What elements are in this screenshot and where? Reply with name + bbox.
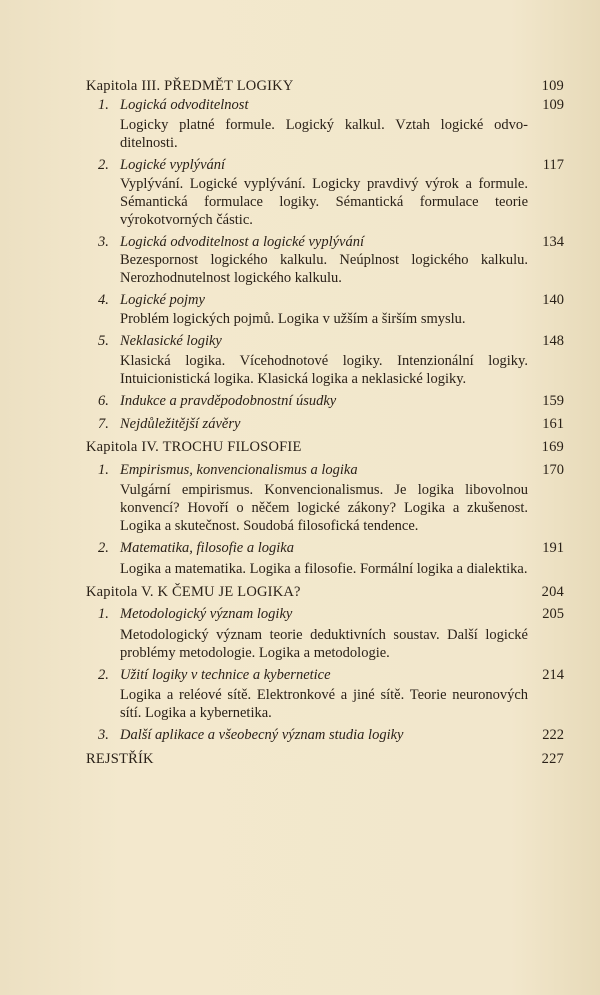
chapter-title: Kapitola IV. TROCHU FILOSOFIE <box>86 439 302 455</box>
section-title: Neklasické logiky <box>120 332 222 349</box>
section-number: 6. <box>98 393 109 409</box>
section-title: Logické pojmy <box>120 292 205 308</box>
section-4-2 <box>86 539 564 558</box>
page-number: 170 <box>542 461 564 478</box>
section-description: Vyplývání. Logické vyplývání. Logicky pravdivý výrok a formule. Sémantická formulace logiky. Sémantická formulace teorie výrokotvorných částic. <box>120 175 528 228</box>
page-number: 169 <box>541 439 564 455</box>
section-title: Indukce a pravděpodobnostní úsudky <box>120 393 337 409</box>
chapter-title: Kapitola III. PŘEDMĚT LOGIKY <box>86 78 294 94</box>
page-number: 204 <box>541 583 564 600</box>
section-description: Vulgární empirismus. Konvencionalismus. Je logika libovolnou konvencí? Hovoří o něčem logické zákony? Logika a zkušenost. Logika a skutečnost. Soudobá filosofická tendence. <box>120 482 528 534</box>
section-title: Matematika, filosofie a logika <box>120 540 294 556</box>
page-number: 205 <box>542 606 564 622</box>
page-number: 191 <box>542 540 564 556</box>
section-title: Logická odvoditelnost <box>120 96 249 113</box>
section-title: Nejdůležitější závěry <box>120 415 241 432</box>
page-number: 227 <box>541 750 564 767</box>
section-title: Metodologický význam logiky <box>120 606 293 622</box>
page-number: 109 <box>542 96 564 113</box>
section-description: Metodologický význam teorie deduktivních soustav. Další logické problémy metodologie. Logika a metodologie. <box>120 626 528 661</box>
page-number: 109 <box>541 78 564 94</box>
page-number: 148 <box>542 332 564 349</box>
section-5-3 <box>86 726 564 745</box>
chapter-3-heading <box>86 77 564 96</box>
section-3-1 <box>86 96 564 115</box>
section-number: 1. <box>98 606 109 622</box>
page-number: 117 <box>542 157 564 173</box>
section-number: 3. <box>98 233 109 250</box>
section-description: Problém logických pojmů. Logika v užším a širším smyslu. <box>120 310 466 327</box>
section-3-4 <box>86 291 564 310</box>
section-number: 5. <box>98 332 109 349</box>
chapter-title: Kapitola V. K ČEMU JE LOGIKA? <box>86 583 301 600</box>
section-3-5 <box>86 332 564 351</box>
section-title: Empirismus, konvencionalismus a logika <box>120 461 358 478</box>
section-description: Logika a matematika. Logika a filosofie. Formální logika a dialektika. <box>120 560 528 577</box>
section-number: 7. <box>98 415 109 432</box>
page-number: 134 <box>542 233 564 250</box>
section-number: 4. <box>98 292 109 308</box>
section-4-1 <box>86 461 564 480</box>
section-description: Klasická logika. Vícehodnotové logiky. Intenzionální logiky. Intuicionistická logika. Klasická logika a neklasické logiky. <box>120 353 528 387</box>
section-title: Další aplikace a všeobecný význam studia logiky <box>120 727 404 743</box>
page-number: 222 <box>542 727 564 743</box>
index-title: REJSTŘÍK <box>86 750 154 767</box>
section-number: 2. <box>98 540 109 556</box>
section-title: Logická odvoditelnost a logické vyplývání <box>120 233 365 250</box>
section-number: 2. <box>98 157 109 173</box>
section-number: 3. <box>98 727 109 743</box>
section-number: 1. <box>98 461 109 478</box>
chapter-4-heading <box>86 438 564 457</box>
section-3-7 <box>86 415 564 434</box>
section-description: Logicky platné formule. Logický kalkul. Vztah logické odvoditelnosti. <box>120 117 528 151</box>
section-description: Logika a reléové sítě. Elektronkové a jiné sítě. Teorie neuronových sítí. Logika a kybernetika. <box>120 687 528 721</box>
section-number: 1. <box>98 96 109 113</box>
section-3-3 <box>86 233 564 252</box>
table-of-contents <box>86 76 564 768</box>
index-heading <box>86 750 564 769</box>
section-5-2 <box>86 666 564 685</box>
section-number: 2. <box>98 666 109 683</box>
section-description: Bezespornost logického kalkulu. Neúplnost logického kalkulu. Nerozhodnutelnost logického kalkulu. <box>120 252 528 286</box>
chapter-5-heading <box>86 583 564 602</box>
section-5-1 <box>86 605 564 624</box>
section-3-2 <box>86 156 564 175</box>
page-number: 140 <box>542 292 564 308</box>
page-number: 214 <box>542 666 564 683</box>
page-number: 161 <box>542 415 564 432</box>
section-title: Logické vyplývání <box>120 157 226 173</box>
section-3-6 <box>86 392 564 411</box>
page-number: 159 <box>542 393 564 409</box>
section-title: Užití logiky v technice a kybernetice <box>120 666 331 683</box>
